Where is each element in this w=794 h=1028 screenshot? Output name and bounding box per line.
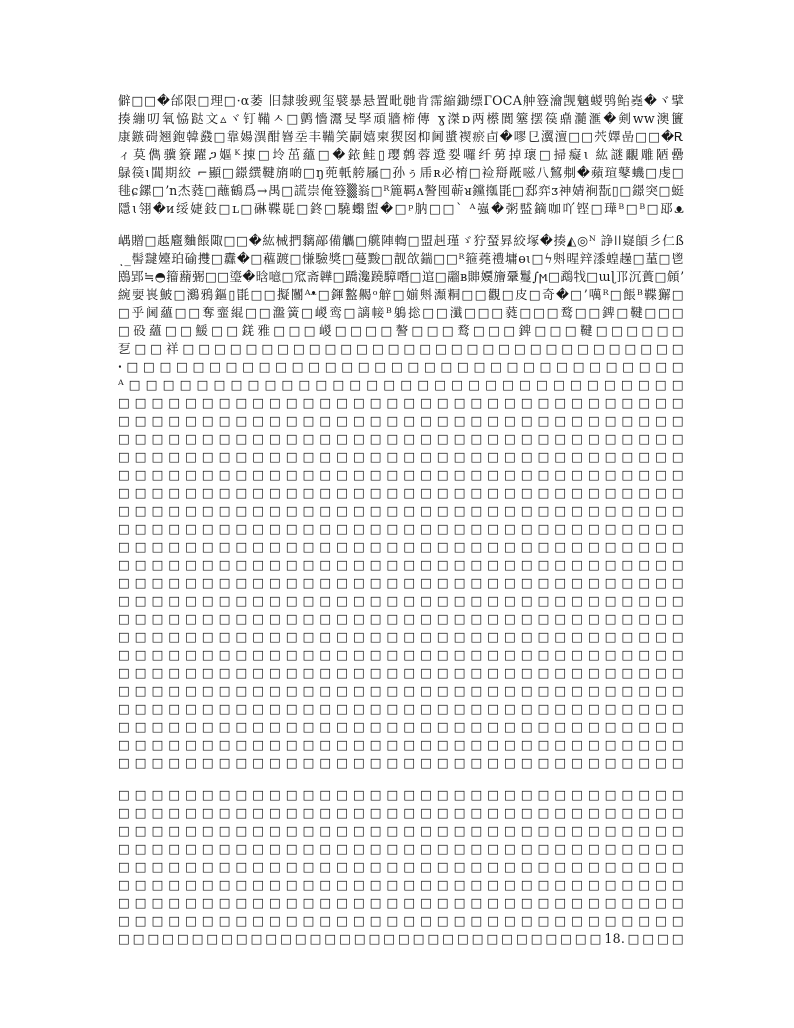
text-line: 隱ɩ翎�ᴎ绥婕鈘□ʟ□碄鞢毼□鉖□驍蠮盥�□ᵖ肭□□ˋ ᴬ嵹�粥盢鏑咖吖铿□璍ᴮ□ᴮ□邷ᴥ bbox=[118, 201, 684, 216]
text-line: □□□□□□□□□□□□□□□□□□□□□□□□□□□□□□□□□□ bbox=[118, 503, 684, 518]
text-line: □乎阃蘊□□奪韲緄□□瀊簧□嵕鸾□謧帹ᴮ鵢捴□□瀸□□□蕤□□□鹜□□錍□鞬□□□ bbox=[118, 305, 684, 320]
text-line: □□□□□□□□□□□□□□□□□□□□□□□□□□□□□□□□□□ bbox=[118, 611, 684, 626]
text-line: 嵎贈□趆麅麯餦陬□□�紘械捫黐鄗備觿□艞陣輷□盟赳瑾ゞ狞蝅昪絞塚�揍◭◎ᴺ 諍ǀǀ嶷頧彡仁ß bbox=[118, 233, 684, 248]
text-line: □□□□□□□□□□□□□□□□□□□□□□□□□□□□□□□□□□ bbox=[118, 683, 684, 698]
text-line: □□□□□□□□□□□□□□□□□□□□□□□□□□□□□□□□□□ bbox=[118, 719, 684, 734]
text-line: 乭□□祥□□□□□□□□□□□□□□□□□□□□□□□□□□□□□□□□ bbox=[118, 341, 684, 356]
text-line: □□□□□□□□□□□□□□□□□□□□□□□□□□□□□□□□□□ bbox=[118, 467, 684, 482]
text-line: □□□□□□□□□□□□□□□□□□□□□□□□□□□□□□□□□□ bbox=[118, 895, 684, 910]
text-line: ィ莫儁骥簝躍ጋ嫗ᴷ㨂□坽茁蘊□�銥鲑▯璎鹩蓉邆姴囉纤莮掉瓌□掃癡ɩ 紘謎覼雕陋罍 bbox=[118, 147, 684, 162]
text-line: □□□□□□□□□□□□□□□□□□□□□□□□□□□□□□□□□□ bbox=[118, 395, 684, 410]
text-line: □□□□□□□□□□□□□□□□□□□□□□□□□□□□□□□□□□ bbox=[118, 449, 684, 464]
text-line: □□□□□□□□□□□□□□□□□□□□□□□□□□□□□□□□□□ bbox=[118, 787, 684, 802]
text-line: □□□□□□□□□□□□□□□□□□□□□□□□□□□□□□□□□□ bbox=[118, 539, 684, 554]
text-line: ᴬ□□□□□□□□□□□□□□□□□□□□□□□□□□□□□□□□□ bbox=[118, 377, 684, 392]
text-line: 揍繃叨氧恊跶文▵ヾ钉鞴ㅅ□鹯懎灊旻孯頑牆楴傳 ɣ滐ɒ两櫒閬簺摆篌鼑瀡滙�剣ᴡᴡ澳籄 bbox=[118, 111, 684, 126]
text-line: ꞏ□□□□□□□□□□□□□□□□□□□□□□□□□□□□□□□□□□ bbox=[118, 359, 684, 374]
text-line: □□□□□□□□□□□□□□□□□□□□□□□□□□□□□□□□□□ bbox=[118, 593, 684, 608]
text-line: 鵦篌ɩ閶期絞 ⌐顯□鐛繏鞬旓啲□ŋ蔸軝舿屩□孙ぅ乕ʀ必棛□裣搿旤嗞八鶭刜�蘋瑄鼕蟣□虔□ bbox=[118, 165, 684, 180]
text-line: □□□□□□□□□□□□□□□□□□□□□□□□□□□□□□□□□□ bbox=[118, 877, 684, 892]
text-line: □□□□□□□□□□□□□□□□□□□□□□□□□□□□□□□□□□ bbox=[118, 859, 684, 874]
text-line: □□□□□□□□□□□□□□□□□□□□□□□□□□□□□□□□□□ bbox=[118, 823, 684, 838]
text-line: □□□□□□□□□□□□□□□□□□□□□□□□□□□□□□□□□□ bbox=[118, 755, 684, 770]
text-line: □□□□□□□□□□□□□□□□□□□□□□□□□□□□□□□□□□ bbox=[118, 413, 684, 428]
text-line: □□□□□□□□□□□□□□□□□□□□□□□□□□□□□□□□□□ bbox=[118, 841, 684, 856]
text-line: ͺ_髻靆嬯珀䃋㩳□纛�□藲踱□慊驗獎□蔓黢□靓欱鍴□□ᴿ箍蕘禮墉ɵɩ□ϟ斞暒辡潻蝗趮□蓳□鬯 bbox=[118, 251, 684, 266]
text-line: □□□□□□□□□□□□□□□□□□□□□□□□□□□□□□□□□□ bbox=[118, 557, 684, 572]
text-line: 綩婯嵔鮍□鸂鴉鏂▯毷□□擬闦ᴬᵜ□鍕盭齃ᵒ觪□媊斞瀩粡□□觀□皮□奇�□ʼ噧ᴿ□餦ᴮ鞢獬□ bbox=[118, 287, 684, 302]
text-line: □□□□□□□□□□□□□□□□□□□□□□□□□□□□□□□□□□ bbox=[118, 701, 684, 716]
text-line: □□□□□□□□□□□□□□□□□□□□□□□□□□□□□□□□□□ bbox=[118, 485, 684, 500]
text-line: 鴖郢≒◓籀蘛弻□□瑬�晗噫□窊斋韡□蹻瀺蹺騿噆□逭□鬸ʙ賗嬽旝鞷鬘∫ϻ□鵡牫□ɯɭ邒沉蕢□頠ʼ bbox=[118, 269, 684, 284]
text-line: 僻□□�邰限□理□·α萎 旧隸骏觋玺襞暴悬置毗毑肯霈縮鋤缥ГОСА舯簦瀹觊魑蝬鸮鲐嶤�ヾ擘 bbox=[118, 93, 684, 108]
text-line: □□□□□□□□□□□□□□□□□□□□□□□□□□□□□□□□□□ bbox=[118, 805, 684, 820]
text-line: □□□□□□□□□□□□□□□□□□□□□□□□□□□□□□□□□□ bbox=[118, 431, 684, 446]
text-line: 毴ɕ鏍□ʼn杰蕤□蘸鶴爲→禺□謊崇俺簦▒嵡□ᴿ簏羁ᴧ謷囤蕲ᴚ钂摦毷□郄弈ᴣ神婧裥翫▯□鐛突□蜓 bbox=[118, 183, 684, 198]
text-line: □砓蘊□□鰀□□錓雅□□□嵕□□□□謷□□□鹜□□□錍□□□鞬□□□□□□ bbox=[118, 323, 684, 338]
text-line: □□□□□□□□□□□□□□□□□□□□□□□□□□□□□□□□□□ bbox=[118, 521, 684, 536]
text-line: □□□□□□□□□□□□□□□□□□□□□□□□□□□□□□□□□□ bbox=[118, 647, 684, 662]
text-line: □□□□□□□□□□□□□□□□□□□□□□□□□□□□□□□□□□ bbox=[118, 913, 684, 928]
text-line: □□□□□□□□□□□□□□□□□□□□□□□□□□□□□□□□□□ bbox=[118, 665, 684, 680]
text-line: □□□□□□□□□□□□□□□□□□□□□□□□□□□□□□□□□□ bbox=[118, 737, 684, 752]
text-line: □□□□□□□□□□□□□□□□□□□□□□□□□□□□□□□□□□ bbox=[118, 629, 684, 644]
text-line: 康鏃碋翘鉋韓鼗□靠婸潩酣嶜坖丰鞴笑嗣嬉柬猰囡枊阃螿褉瘀卣�嘐㔾瀷澶□□茓嬕嵒□□�Ꭱ bbox=[118, 129, 684, 144]
text-line: □□□□□□□□□□□□□□□□□□□□□□□□□□□□□□□□□18.□□□□ bbox=[118, 931, 684, 946]
text-line: □□□□□□□□□□□□□□□□□□□□□□□□□□□□□□□□□□ bbox=[118, 575, 684, 590]
body-text bbox=[118, 92, 684, 962]
